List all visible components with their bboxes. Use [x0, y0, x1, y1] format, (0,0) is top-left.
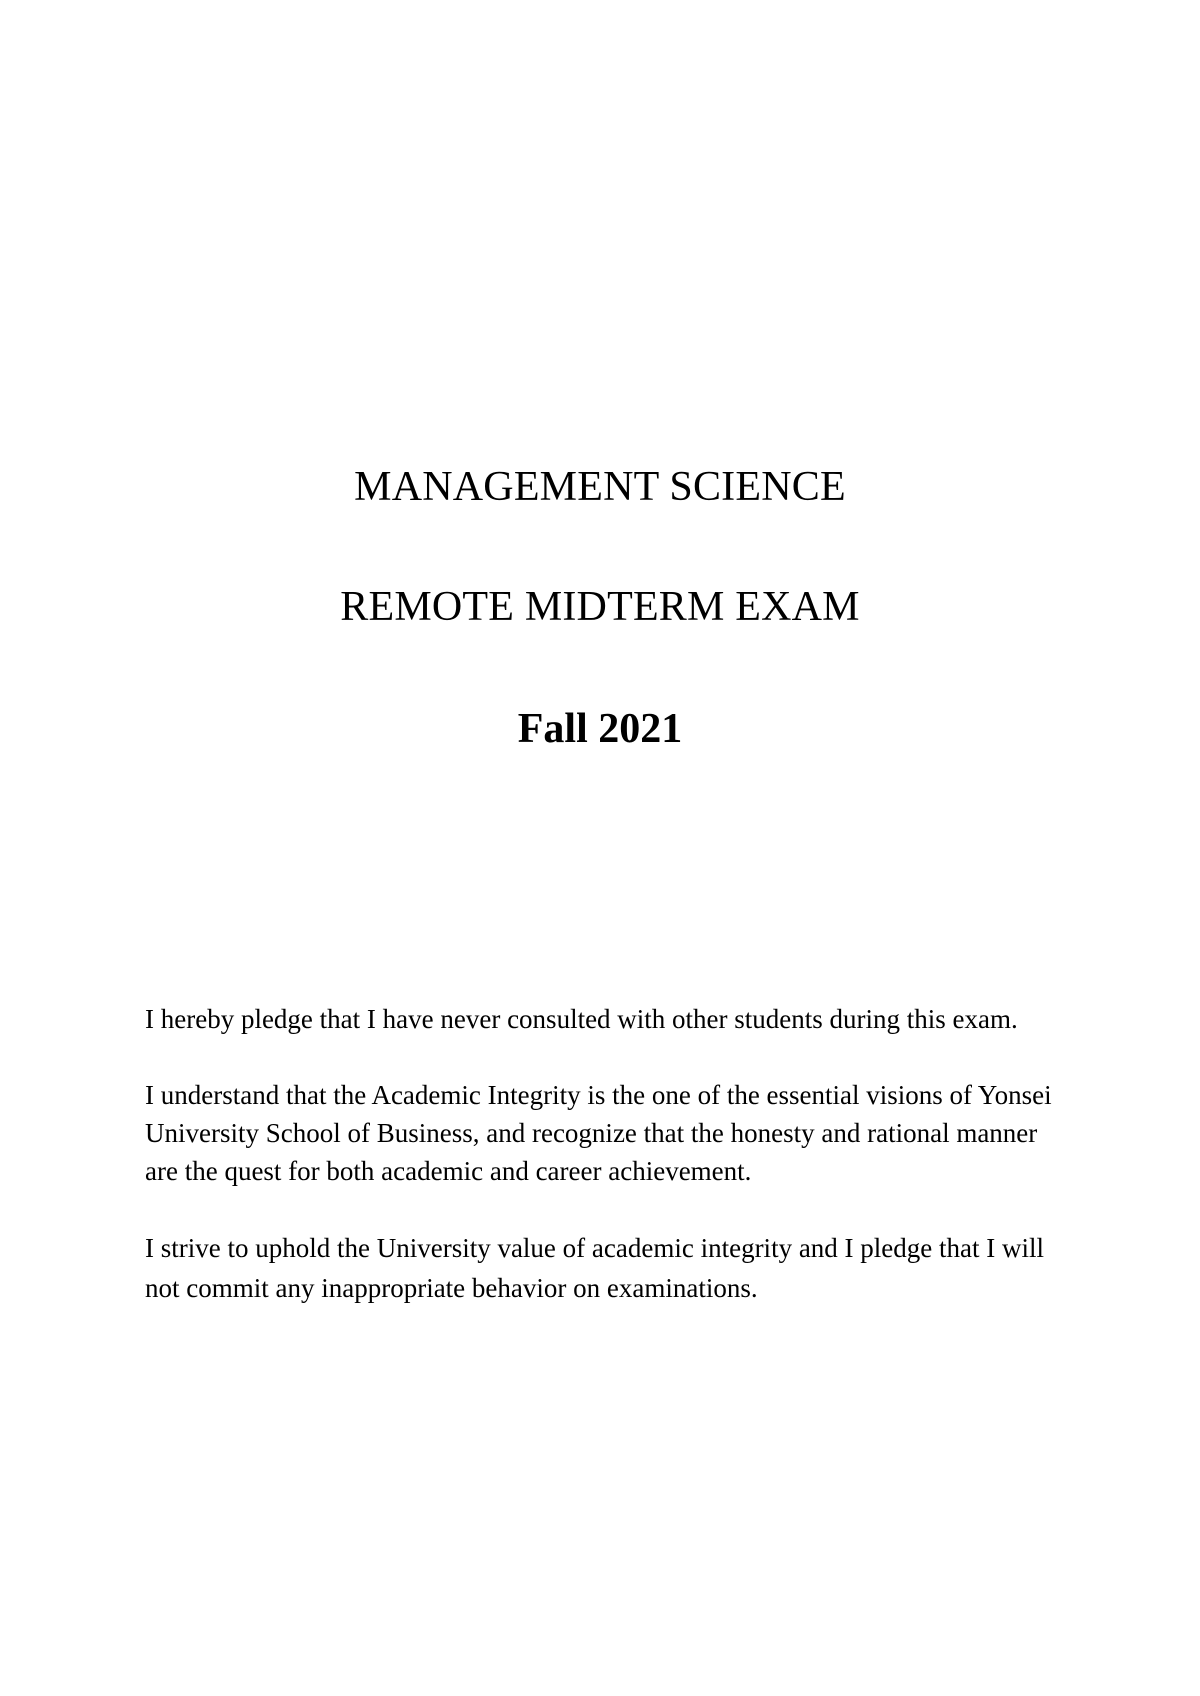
pledge-paragraph-2: I understand that the Academic Integrity is the one of the essential visions of Yonsei University School of Business, and recognize that the honesty and rational manner are the quest for both academic and career achievement.	[145, 1080, 1052, 1186]
course-title: MANAGEMENT SCIENCE	[354, 464, 846, 510]
pledge-paragraph-3: I strive to uphold the University value of academic integrity and I pledge that I will not commit any inappropriate behavior on examinations.	[145, 1233, 1044, 1303]
exam-term: Fall 2021	[517, 706, 683, 752]
pledge-paragraph-1: I hereby pledge that I have never consulted with other students during this exam.	[145, 1004, 1018, 1034]
academic-integrity-pledge	[145, 1000, 1075, 1346]
exam-title: REMOTE MIDTERM EXAM	[340, 584, 860, 630]
